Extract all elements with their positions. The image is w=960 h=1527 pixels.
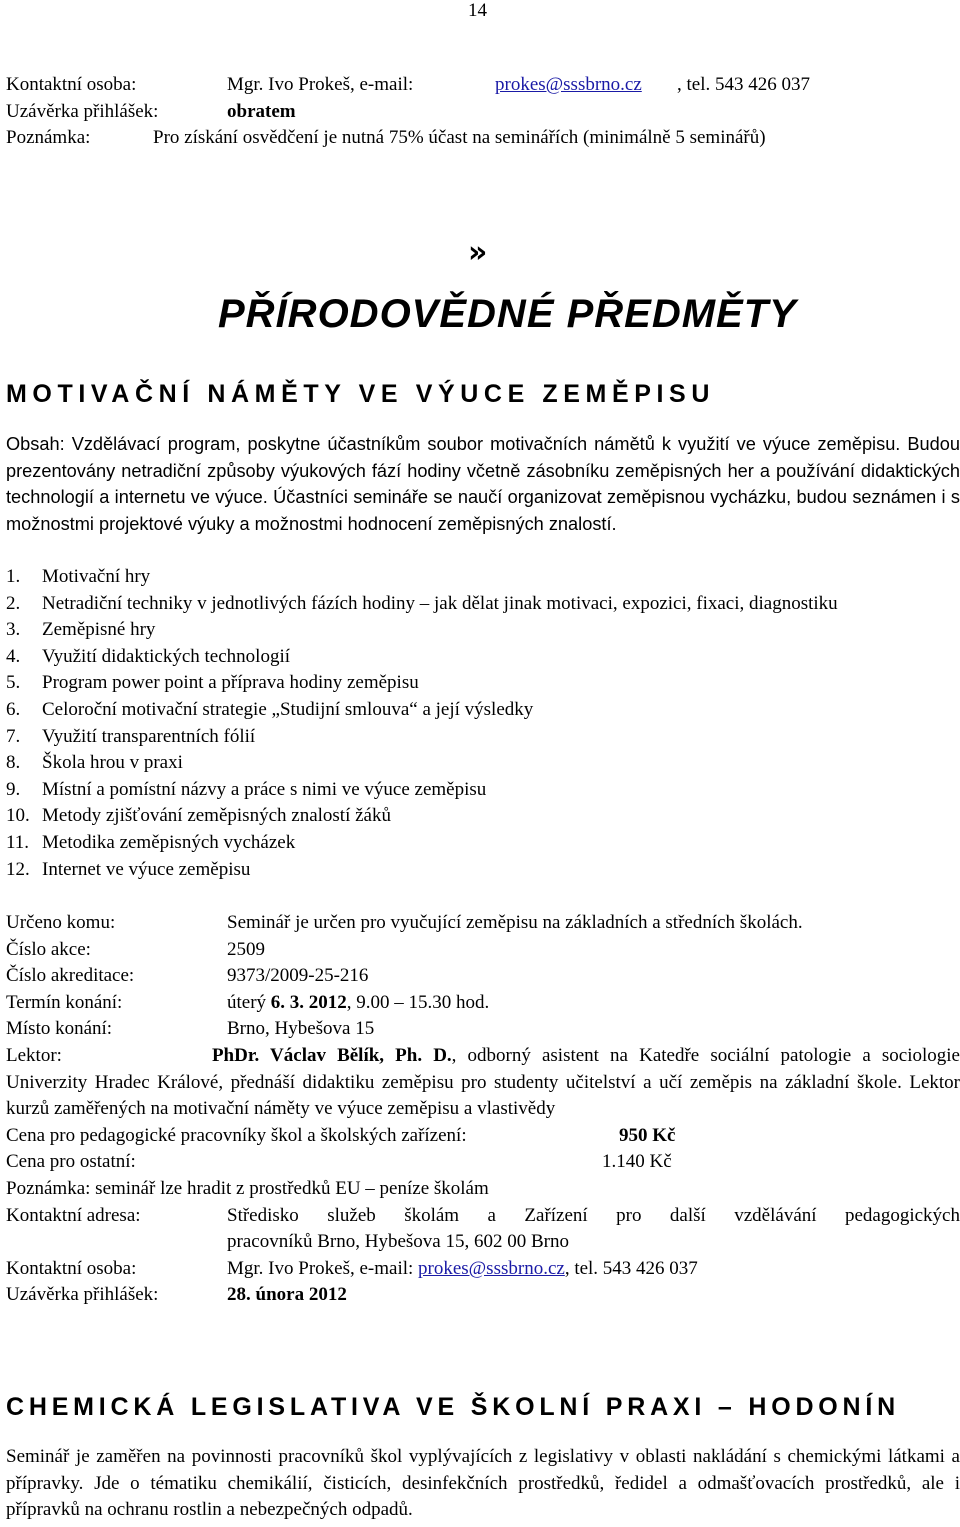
price-ped-row (6, 1123, 960, 1150)
contact-label-2: Kontaktní osoba: (6, 1257, 137, 1279)
seminar-heading-2: CHEMICKÁ LEGISLATIVA VE ŠKOLNÍ PRAXI – HODONÍN (6, 1393, 900, 1421)
deadline-row-2 (6, 1282, 960, 1309)
seminar-heading: MOTIVAČNÍ NÁMĚTY VE VÝUCE ZEMĚPISU (6, 380, 715, 408)
eu-note-row (6, 1176, 960, 1203)
target-label: Určeno komu: (6, 912, 116, 933)
seminar-details (6, 910, 960, 1309)
note-value: Pro získání osvědčení je nutná 75% účast na seminářích (minimálně 5 seminářů) (153, 127, 766, 149)
deadline-row (6, 99, 956, 126)
lecturer-name: PhDr. Václav Bělík, Ph. D. (211, 1044, 452, 1066)
action-row (6, 937, 960, 964)
deadline-value-2: 28. února 2012 (227, 1284, 347, 1306)
contact-email-link-2[interactable]: prokes@sssbrno.cz (418, 1257, 565, 1279)
list-item: 6. Celoroční motivační strategie „Studijní smlouva“ a její výsledky (6, 698, 534, 720)
list-item: 2. Netradiční techniky v jednotlivých fázích hodiny – jak dělat jinak motivaci, expozici, fixaci, diagnostiku (6, 592, 838, 614)
action-value: 2509 (227, 938, 265, 960)
address-line1: Středisko služeb školám a Zařízení pro další vzdělávání pedagogických (227, 1204, 960, 1226)
lecturer-bio: , odborný asistent na Katedře sociální patologie a sociologie Univerzity Hradec Králové, přednáší didaktiku zeměpisu pro studenty učitelství a učí zeměpis na základní škole. Lektor kurzů zaměřených na motivační náměty ve výuce zeměpisu a vlastivědy (6, 1044, 960, 1120)
lecturer-label: Lektor: (6, 1044, 62, 1066)
date-value: úterý 6. 3. 2012, 9.00 – 15.30 hod. (227, 991, 490, 1013)
address-row-2 (6, 1229, 960, 1256)
place-label: Místo konání: (6, 1018, 113, 1040)
accreditation-value: 9373/2009-25-216 (227, 965, 369, 987)
list-item: 12. Internet ve výuce zeměpisu (6, 858, 251, 880)
contact-row-2 (6, 1256, 960, 1283)
topic-list (6, 564, 960, 883)
accreditation-label: Číslo akreditace: (6, 965, 135, 987)
previous-seminar-contact-block (6, 72, 956, 152)
price-other-label: Cena pro ostatní: (6, 1151, 136, 1173)
list-item: 11. Metodika zeměpisných vycházek (6, 831, 296, 853)
contact-row (6, 72, 956, 99)
price-other-value: 1.140 Kč (602, 1151, 672, 1173)
deadline-label: Uzávěrka přihlášek: (6, 100, 159, 122)
description-text: Obsah: Vzdělávací program, poskytne účastníkům soubor motivačních námětů k využití ve výuce zeměpisu. Budou prezentovány netradiční způsoby výukových fází hodiny včetně zásobníku zeměpisných her a používání didaktických technologií a internetu ve výuce. Účastníci semináře se naučí organizovat zeměpisnou vycházku, budou seznámen i s možnostmi projektové výuky a možnostmi hodnocení zeměpisných znalostí. (6, 434, 960, 534)
description-text-2: Seminář je zaměřen na povinnosti pracovníků škol vyplývajících z legislativy v oblasti nakládání s chemickými látkami a přípravky. Jde o tématiku chemikálií, čisticích, desinfekčních prostředků, ředidel a odmašťovacích prostředků, ale i přípravků na ochranu rostlin a nebezpečných odpadů. (6, 1446, 960, 1521)
section-title: PŘÍRODOVĚDNÉ PŘEDMĚTY (218, 292, 797, 336)
seminar-description-2 (6, 1444, 960, 1524)
place-value: Brno, Hybešova 15 (227, 1018, 375, 1040)
note-label: Poznámka: (6, 127, 91, 149)
list-item: 7. Využití transparentních fólií (6, 725, 256, 747)
list-item: 1. Motivační hry (6, 566, 151, 587)
list-item: 10. Metody zjišťování zeměpisných znalostí žáků (6, 805, 391, 827)
seminar-description (6, 431, 960, 537)
price-ped-value: 950 Kč (619, 1124, 676, 1146)
address-line2: pracovníků Brno, Hybešova 15, 602 00 Brno (227, 1231, 569, 1253)
double-chevron-icon: » (468, 235, 488, 270)
contact-name: Mgr. Ivo Prokeš, e-mail: (227, 74, 414, 95)
address-label: Kontaktní adresa: (6, 1204, 141, 1226)
eu-note: Poznámka: seminář lze hradit z prostředků EU – peníze školám (6, 1177, 489, 1199)
target-value: Seminář je určen pro vyučující zeměpisu na základních a středních školách. (227, 912, 803, 933)
lecturer-block (6, 1043, 960, 1123)
list-item: 3. Zeměpisné hry (6, 619, 156, 641)
accreditation-row (6, 963, 960, 990)
date-row (6, 990, 960, 1017)
place-row (6, 1016, 960, 1043)
list-item: 5. Program power point a příprava hodiny zeměpisu (6, 672, 419, 694)
action-label: Číslo akce: (6, 938, 91, 960)
address-row (6, 1203, 960, 1230)
contact-label: Kontaktní osoba: (6, 74, 137, 95)
contact-phone: , tel. 543 426 037 (677, 74, 810, 95)
page-number: 14 (468, 0, 487, 21)
lecturer-text (6, 1043, 960, 1123)
list-item: 8. Škola hrou v praxi (6, 752, 183, 774)
price-other-row (6, 1149, 960, 1176)
price-ped-label: Cena pro pedagogické pracovníky škol a školských zařízení: (6, 1124, 467, 1146)
note-row (6, 125, 956, 152)
deadline-label-2: Uzávěrka přihlášek: (6, 1284, 159, 1306)
target-row (6, 910, 960, 937)
list-item: 4. Využití didaktických technologií (6, 645, 291, 667)
contact-email-link[interactable]: prokes@sssbrno.cz (495, 74, 642, 95)
list-item: 9. Místní a pomístní názvy a práce s nimi ve výuce zeměpisu (6, 778, 487, 800)
date-label: Termín konání: (6, 991, 123, 1013)
deadline-value: obratem (227, 100, 296, 122)
contact-value-2: Mgr. Ivo Prokeš, e-mail: prokes@sssbrno.cz, tel. 543 426 037 (227, 1257, 698, 1279)
